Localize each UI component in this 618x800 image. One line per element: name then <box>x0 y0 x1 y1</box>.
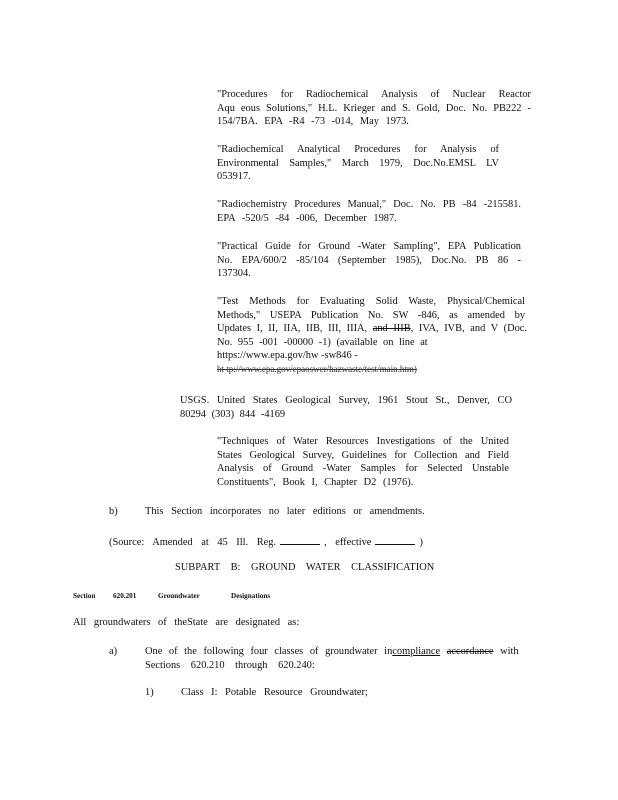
item-a-line <box>145 645 527 659</box>
reference-line: Analysis of Ground -Water Samples for Selected Unstable <box>217 463 509 475</box>
register-page-blank <box>280 534 320 545</box>
section-number: 620.201 <box>113 592 137 600</box>
reference-line: "Radiochemistry Procedures Manual," Doc. No. PB -84 -215581. <box>217 199 521 210</box>
section-label: Section <box>73 592 96 600</box>
item-a-text <box>145 645 527 672</box>
section-title-word: Groundwater <box>158 592 200 600</box>
effective-date-blank <box>375 534 415 545</box>
item-1-label: 1) <box>145 687 154 698</box>
item-b-label: b) <box>109 506 118 517</box>
updates-text-continued: , IVA, IVB, and V (Doc. <box>410 323 527 335</box>
deleted-url: ht tp://www.epa.gov/epaoswer/hazwaste/test/main.htm) <box>217 363 417 374</box>
reference-line: 137304. <box>217 268 251 280</box>
reference-line: "Test Methods for Evaluating Solid Waste, Physical/Chemical <box>217 296 525 307</box>
reference-line: "Practical Guide for Ground -Water Sampling", EPA Publication <box>217 241 521 252</box>
reference-line: Environmental Samples," March 1979, Doc.No.EMSL LV <box>217 157 499 169</box>
source-effective: , effective <box>324 537 372 548</box>
intro-text: All groundwaters of theState are designated as: <box>73 617 300 628</box>
item-b-text: This Section incorporates no later editions or amendments. <box>145 506 425 517</box>
reference-line: States Geological Survey, Guidelines for Collection and Field <box>217 449 509 461</box>
item-a-text-end: with <box>500 646 519 657</box>
updates-text: Updates I, II, IIA, IIB, III, IIIA, <box>217 323 368 335</box>
item-a-text-start: One of the following four classes of groundwater in <box>145 646 393 657</box>
source-prefix: (Source: Amended at 45 Ill. Reg. <box>109 537 277 548</box>
reference-line: EPA -520/5 -84 -006, December 1987. <box>217 212 397 224</box>
reference-procedures-radiochemical <box>217 88 531 129</box>
reference-line: Constituents", Book I, Chapter D2 (1976). <box>217 476 414 488</box>
reference-techniques <box>217 435 509 489</box>
item-a-line: Sections 620.210 through 620.240: <box>145 659 315 671</box>
inserted-text: compliance <box>392 646 441 657</box>
reference-line: "Procedures for Radiochemical Analysis of Nuclear Reactor <box>217 89 531 100</box>
reference-line: USGS. United States Geological Survey, 1961 Stout St., Denver, CO <box>180 395 512 406</box>
reference-line-updates <box>217 322 525 336</box>
reference-radiochemical-analytical <box>217 143 499 184</box>
subpart-heading: SUBPART B: GROUND WATER CLASSIFICATION <box>175 562 435 573</box>
reference-line: 80294 (303) 844 -4169 <box>180 408 286 420</box>
item-a-label: a) <box>109 646 118 657</box>
reference-line: No. EPA/600/2 -85/104 (September 1985), Doc.No. PB 86 - <box>217 254 521 266</box>
reference-line: Methods," USEPA Publication No. SW -846, as amended by <box>217 309 525 321</box>
reference-radiochemistry-manual <box>217 198 521 225</box>
section-title-word: Designations <box>231 592 271 600</box>
reference-line: 053917. <box>217 171 251 183</box>
item-1-text: Class I: Potable Resource Groundwater; <box>181 687 368 698</box>
reference-usgs <box>180 394 512 421</box>
source-suffix: ) <box>419 537 423 548</box>
reference-line: "Techniques of Water Resources Investigations of the United <box>217 436 509 447</box>
reference-line: 154/7BA. EPA -R4 -73 -014, May 1973. <box>217 116 409 128</box>
reference-line-new-url: https://www.epa.gov/hw -sw846 - <box>217 350 358 362</box>
deleted-text: and IIIB <box>372 323 411 335</box>
deleted-text: accordance <box>446 646 494 657</box>
reference-line: No. 955 -001 -00000 -1) (available on line at <box>217 336 428 348</box>
reference-line: Aqu eous Solutions," H.L. Krieger and S. Gold, Doc. No. PB222 - <box>217 102 531 114</box>
reference-line: "Radiochemical Analytical Procedures for Analysis of <box>217 144 499 155</box>
source-note <box>109 534 423 550</box>
reference-test-methods <box>217 295 525 377</box>
reference-practical-guide <box>217 240 521 281</box>
